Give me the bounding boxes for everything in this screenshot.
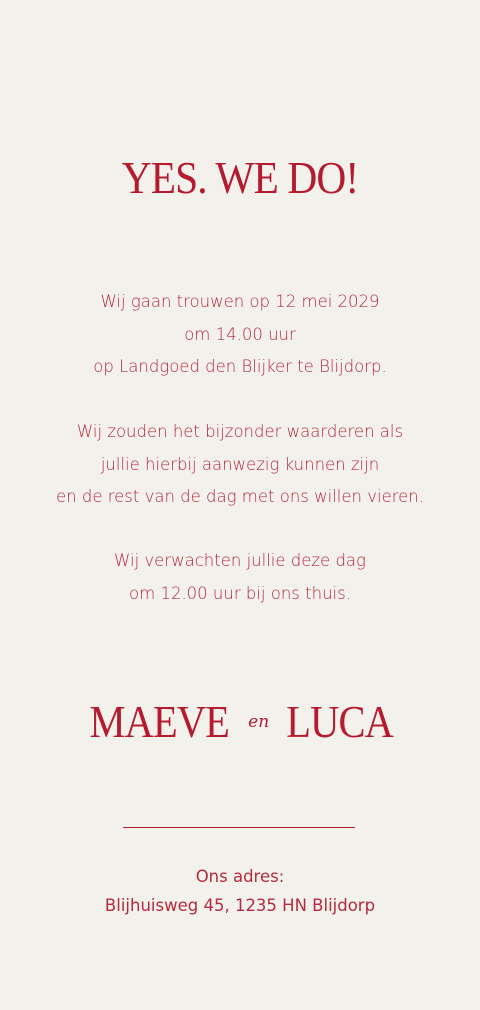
divider-line [123,827,355,828]
address-block [0,862,480,920]
date-line: Wij gaan trouwen op 12 mei 2029 [100,292,380,311]
arrival-info [0,545,480,610]
arrival-line-2: om 12.00 uur bij ons thuis. [129,583,351,603]
address-label: Ons adres: [195,867,285,886]
couple-names [0,692,480,756]
headline: YES. WE DO! [121,152,359,203]
second-name: LUCA [286,696,394,747]
message-line-2: jullie hierbij aanwezig kunnen zijn [100,454,380,474]
first-name: MAEVE [89,696,229,747]
message-line-3: en de rest van de dag met ons willen vieren. [56,487,424,506]
names-connector: en [248,712,270,733]
invitation-message [0,416,480,514]
address-line: Blijhuisweg 45, 1235 HN Blijdorp [104,896,376,915]
time-line: om 14.00 uur [184,324,296,344]
invitation-details [0,286,480,384]
message-line-1: Wij zouden het bijzonder waarderen als [76,422,404,441]
venue-line: op Landgoed den Blijker te Blijdorp. [93,357,387,376]
arrival-line-1: Wij verwachten jullie deze dag [114,551,366,570]
